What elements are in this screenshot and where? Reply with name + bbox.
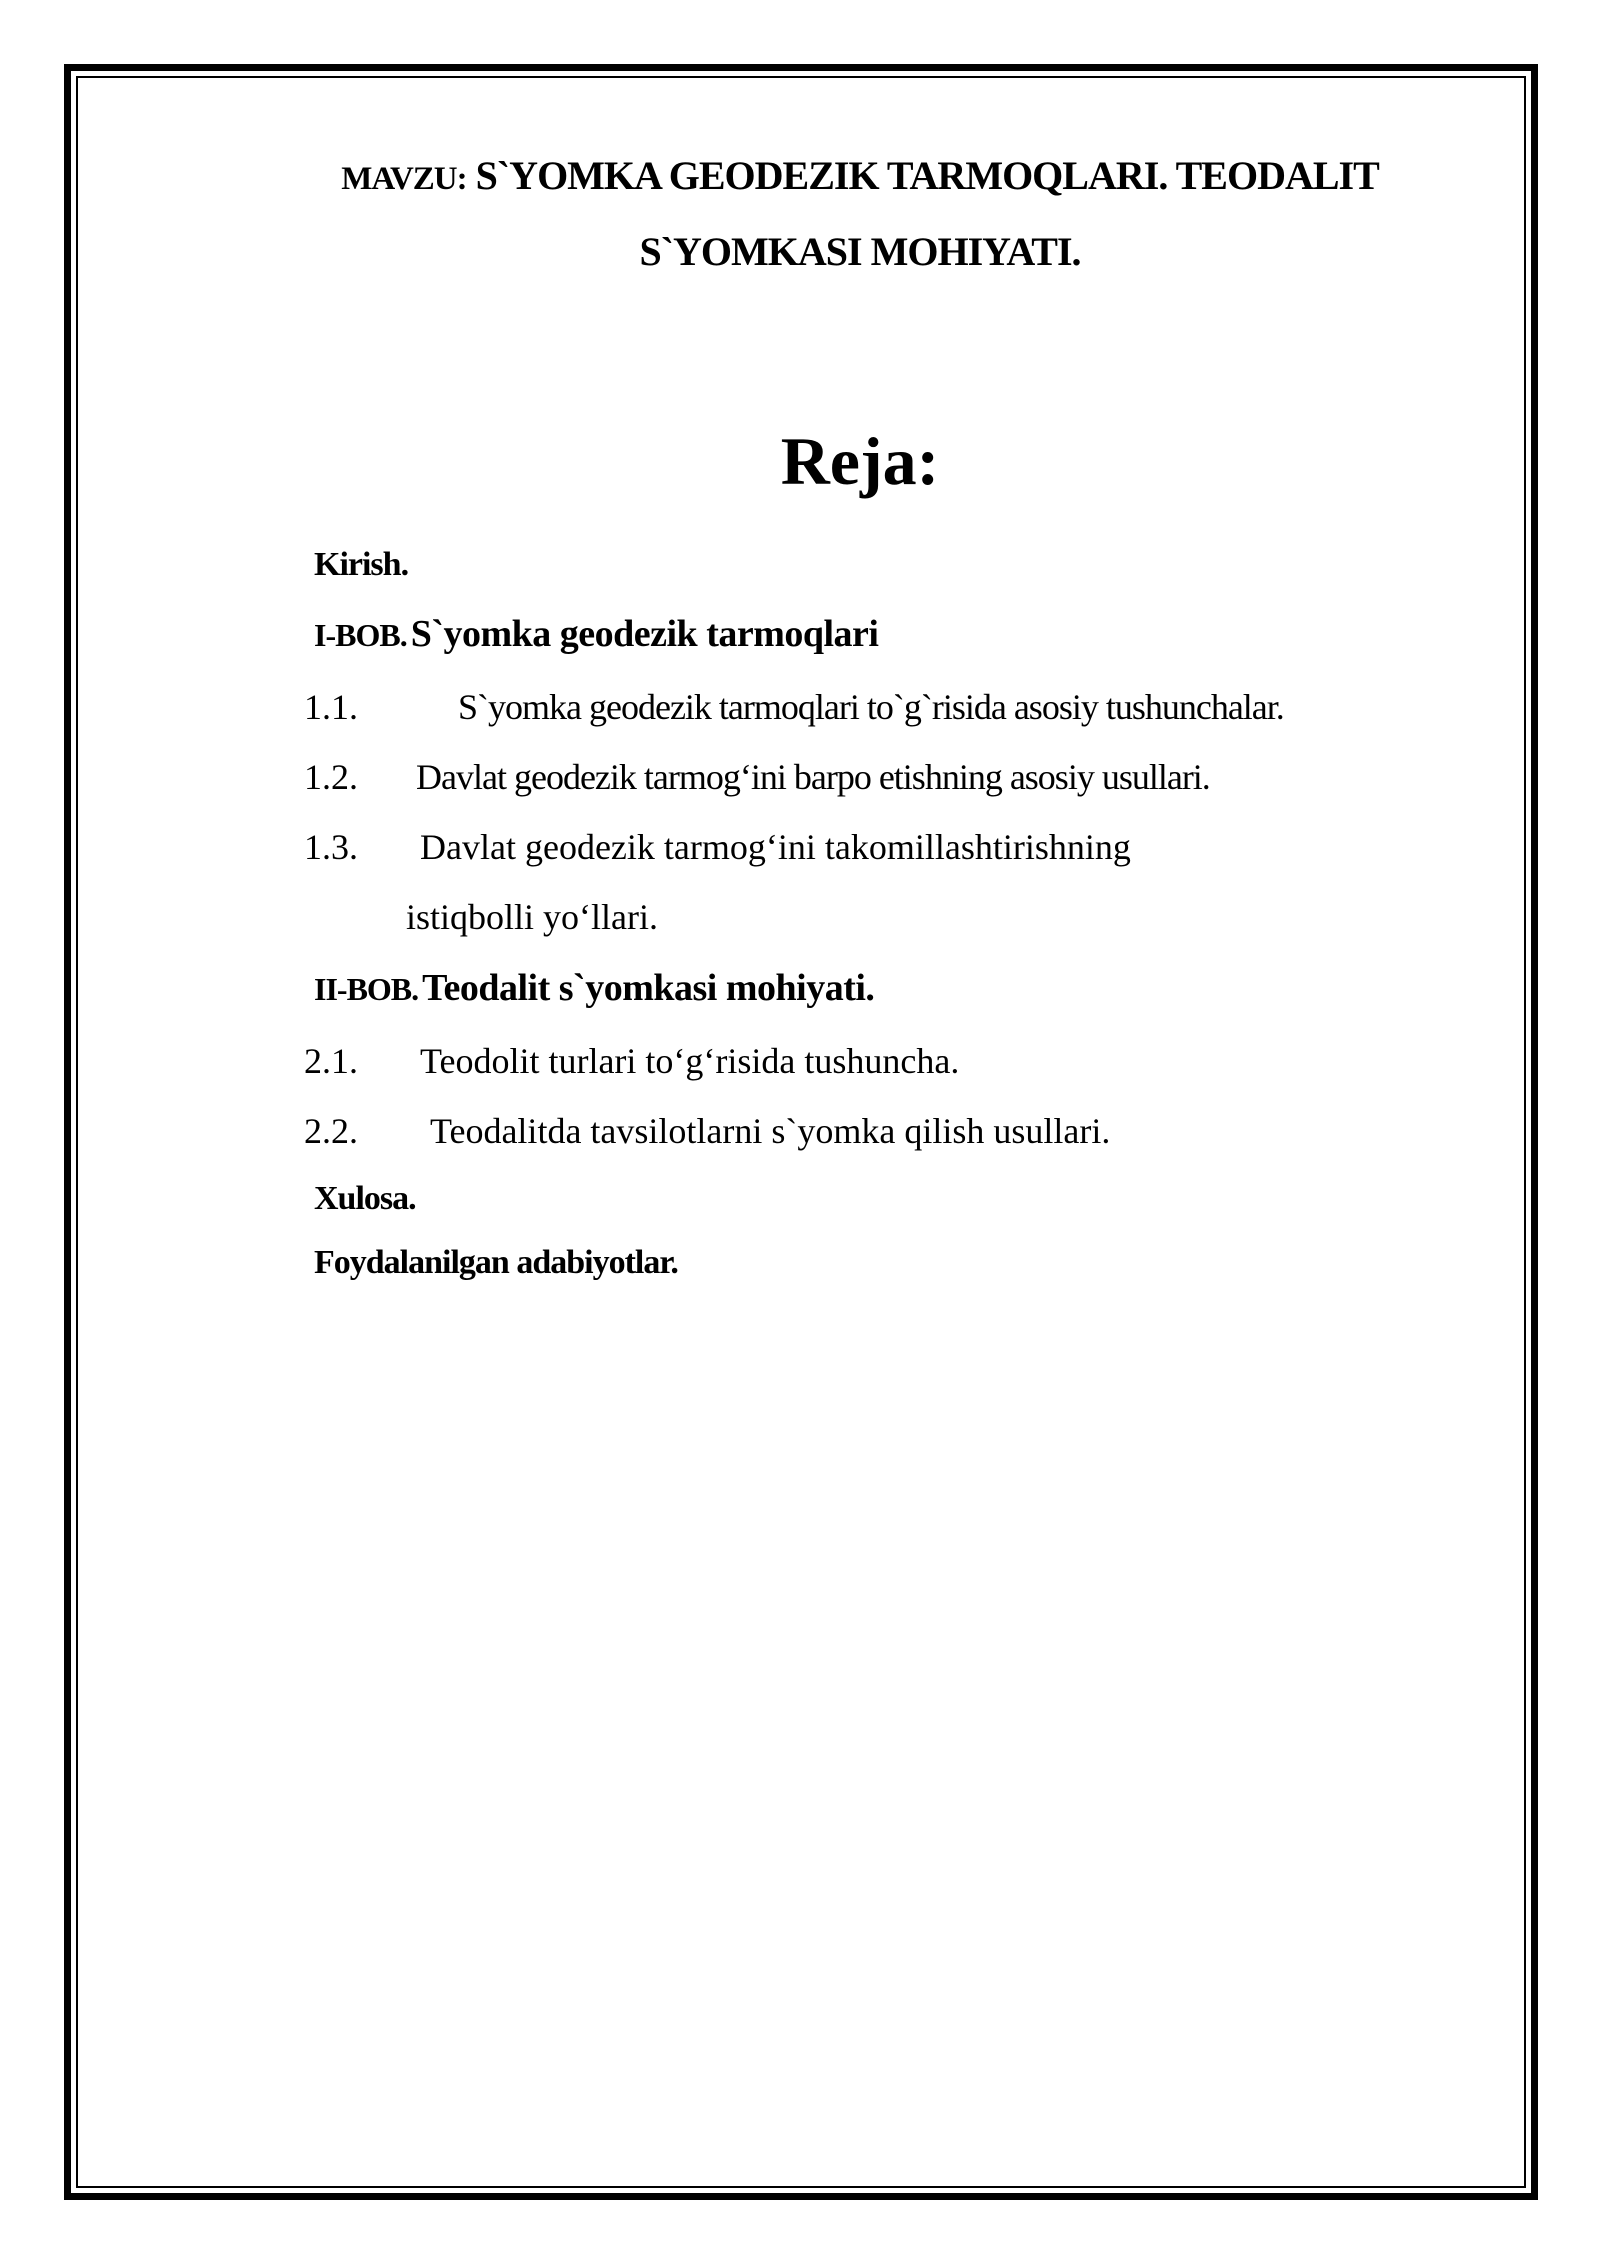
toc-item-text: Teodalitda tavsilotlarni s`yomka qilish usullari. — [430, 1111, 1111, 1151]
document-title-line-2: S`YOMKASI MOHIYATI. — [639, 229, 1081, 274]
chapter-1-heading — [314, 612, 878, 656]
document-title-line-1 — [200, 152, 1520, 199]
chapter-1-title: S`yomka geodezik tarmoqlari — [410, 613, 879, 655]
toc-item-text: S`yomka geodezik tarmoqlari to`g`risida asosiy tushunchalar. — [458, 687, 1284, 727]
conclusion-entry: Xulosa. — [314, 1180, 416, 1217]
chapter-1-label: I-BOB. — [314, 617, 407, 653]
chapter-2-label: II-BOB. — [314, 971, 419, 1007]
toc-item-1-3-continuation: istiqbolli yo‘llari. — [406, 897, 658, 937]
toc-item-number: 2.1. — [304, 1041, 358, 1081]
toc-item-text: Teodolit turlari to‘g‘risida tushuncha. — [420, 1041, 960, 1081]
toc-item-1-2 — [304, 756, 1504, 800]
toc-item-2-1 — [304, 1040, 1504, 1084]
chapter-2-title: Teodalit s`yomkasi mohiyati. — [422, 967, 875, 1009]
toc-item-2-2 — [304, 1110, 1504, 1154]
title-lead: MAVZU: — [341, 161, 467, 197]
introduction-entry: Kirish. — [314, 546, 409, 583]
toc-item-number: 1.3. — [304, 827, 358, 867]
title-text-1: S`YOMKA GEODEZIK TARMOQLARI. TEODALIT — [475, 153, 1379, 198]
plan-heading: Reja: — [780, 423, 940, 499]
toc-item-1-3 — [304, 826, 1504, 870]
toc-item-number: 1.1. — [304, 687, 358, 727]
toc-item-number: 1.2. — [304, 757, 358, 797]
toc-item-number: 2.2. — [304, 1111, 358, 1151]
toc-item-text: Davlat geodezik tarmog‘ini barpo etishning asosiy usullari. — [416, 757, 1210, 797]
chapter-2-heading — [314, 966, 874, 1010]
toc-item-1-1 — [304, 686, 1504, 730]
toc-item-text: Davlat geodezik tarmog‘ini takomillashtirishning — [420, 827, 1131, 867]
references-entry: Foydalanilgan adabiyotlar. — [314, 1244, 678, 1281]
